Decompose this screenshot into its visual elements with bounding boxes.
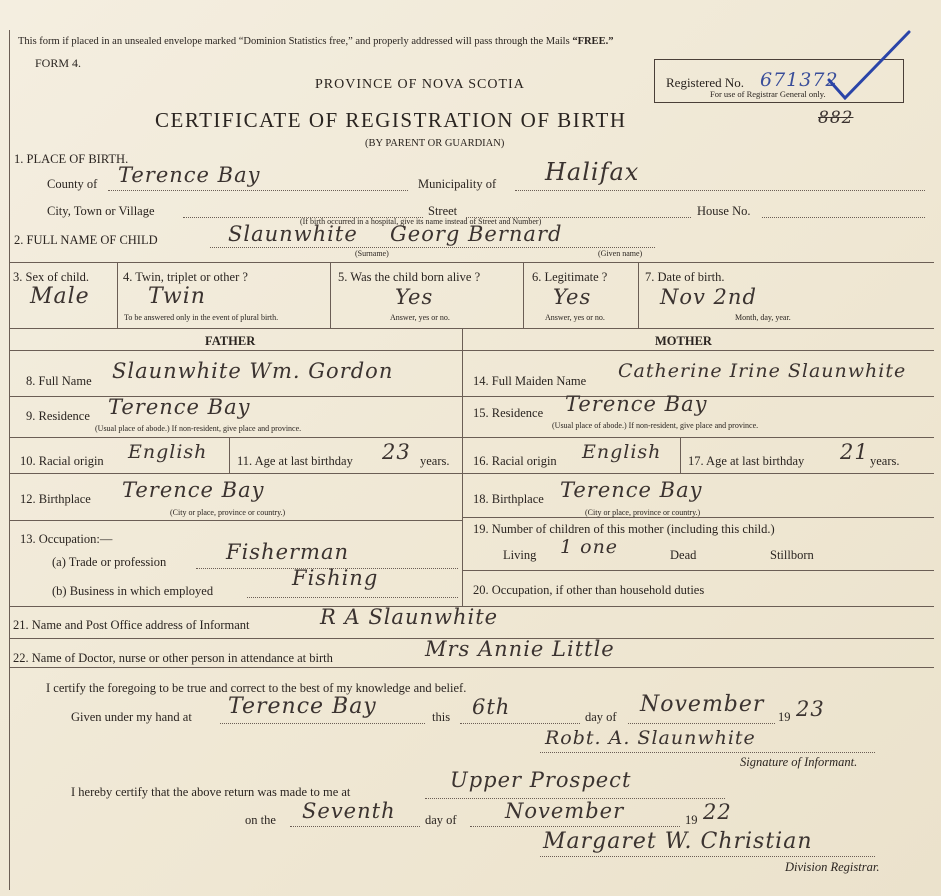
informant-label: 21. Name and Post Office address of Informant <box>13 618 250 632</box>
row-divider <box>462 570 934 571</box>
child-given-name: Georg Bernard <box>390 222 563 246</box>
row-divider <box>9 350 934 351</box>
given-name-note: (Given name) <box>598 249 643 258</box>
alive-note: Answer, yes or no. <box>390 313 450 322</box>
return-year-prefix: 19 <box>685 813 698 827</box>
month-line <box>628 723 775 724</box>
mother-name-label: 14. Full Maiden Name <box>473 374 587 388</box>
day-of-label: day of <box>585 710 617 724</box>
living-label: Living <box>503 548 537 562</box>
father-age-value: 23 <box>382 440 411 464</box>
mother-name-value: Catherine Irine Slaunwhite <box>618 360 907 382</box>
col-divider <box>680 437 681 473</box>
col-divider <box>330 262 331 328</box>
house-line <box>762 217 925 218</box>
col-divider <box>229 437 230 473</box>
doctor-value: Mrs Annie Little <box>425 637 615 661</box>
father-age-label: 11. Age at last birthday <box>237 454 353 468</box>
given-day: 6th <box>472 695 511 719</box>
mother-residence-note: (Usual place of abode.) If non-resident, give place and province. <box>552 421 759 430</box>
business-label: (b) Business in which employed <box>52 584 214 598</box>
father-racial-value: English <box>128 441 208 463</box>
legitimate-note: Answer, yes or no. <box>545 313 605 322</box>
mother-years-label: years. <box>870 454 900 468</box>
margin-number: 882 <box>818 108 854 128</box>
registered-label: Registered No. <box>666 75 744 90</box>
col-divider <box>638 262 639 328</box>
divider-certification <box>9 667 934 668</box>
certificate-title: CERTIFICATE OF REGISTRATION OF BIRTH <box>155 108 627 132</box>
given-month: November <box>640 692 765 717</box>
on-the-label: on the <box>245 813 276 827</box>
row-divider <box>462 517 934 518</box>
dob-label: 7. Date of birth. <box>645 270 725 284</box>
father-occupation-label: 13. Occupation:— <box>20 532 113 546</box>
mother-residence-label: 15. Residence <box>473 406 544 420</box>
father-years-label: years. <box>420 454 450 468</box>
day-line <box>460 723 580 724</box>
place-of-birth-heading: 1. PLACE OF BIRTH. <box>14 152 129 166</box>
sex-label: 3. Sex of child. <box>13 270 90 284</box>
registrar-note: For use of Registrar General only. <box>710 89 826 99</box>
dead-label: Dead <box>670 548 697 562</box>
father-mother-divider <box>462 328 463 606</box>
year-prefix: 19 <box>778 710 791 724</box>
return-day-of-label: day of <box>425 813 457 827</box>
father-residence-note: (Usual place of abode.) If non-resident, give place and province. <box>95 424 302 433</box>
this-label: this <box>432 710 451 724</box>
father-residence-value: Terence Bay <box>108 395 251 419</box>
row-divider <box>462 473 934 474</box>
sex-value: Male <box>30 284 90 309</box>
father-name-value: Slaunwhite Wm. Gordon <box>112 359 394 383</box>
doctor-label: 22. Name of Doctor, nurse or other person in attendance at birth <box>13 651 333 665</box>
mother-occupation-label: 20. Occupation, if other than household duties <box>473 583 705 597</box>
business-line <box>247 597 458 598</box>
registrar-signature: Margaret W. Christian <box>543 829 813 854</box>
return-day: Seventh <box>302 799 396 823</box>
return-place: Upper Prospect <box>450 768 632 792</box>
return-day-line <box>290 826 420 827</box>
father-name-label: 8. Full Name <box>26 374 92 388</box>
return-month-line <box>470 826 680 827</box>
legitimate-value: Yes <box>553 285 592 309</box>
mail-notice: This form if placed in an unsealed envelope marked “Dominion Statistics free,” and properly addressed will pass through the Mails “FREE.” <box>18 36 614 47</box>
municipality-line <box>515 190 925 191</box>
municipality-value: Halifax <box>545 158 640 186</box>
signature-line <box>540 752 875 753</box>
father-birthplace-label: 12. Birthplace <box>20 492 91 506</box>
legitimate-label: 6. Legitimate ? <box>532 270 608 284</box>
row-divider <box>9 437 462 438</box>
certify-text: I certify the foregoing to be true and correct to the best of my knowledge and belief. <box>46 681 467 695</box>
father-birthplace-value: Terence Bay <box>122 478 265 502</box>
house-label: House No. <box>697 204 751 218</box>
father-heading: FATHER <box>205 334 256 348</box>
left-border <box>9 30 10 890</box>
stillborn-label: Stillborn <box>770 548 814 562</box>
row-divider <box>9 520 462 521</box>
return-month: November <box>505 799 625 823</box>
county-label: County of <box>47 177 98 191</box>
county-value: Terence Bay <box>118 163 261 187</box>
father-racial-label: 10. Racial origin <box>20 454 104 468</box>
children-label: 19. Number of children of this mother (including this child.) <box>473 522 775 536</box>
registrar-label: Division Registrar. <box>785 860 880 874</box>
municipality-label: Municipality of <box>418 177 497 191</box>
mother-birthplace-note: (City or place, province or country.) <box>585 508 701 517</box>
trade-value: Fisherman <box>226 540 350 564</box>
city-label: City, Town or Village <box>47 204 155 218</box>
living-value: 1 one <box>560 536 619 558</box>
dob-value: Nov 2nd <box>660 285 757 309</box>
mother-racial-label: 16. Racial origin <box>473 454 557 468</box>
alive-label: 5. Was the child born alive ? <box>338 270 481 284</box>
row-divider <box>9 262 934 263</box>
surname-note: (Surname) <box>355 249 389 258</box>
hospital-note: (If birth occurred in a hospital, give its name instead of Street and Number) <box>300 217 542 226</box>
father-birthplace-note: (City or place, province or country.) <box>170 508 286 517</box>
given-place: Terence Bay <box>228 694 377 719</box>
county-line <box>108 190 408 191</box>
row-divider <box>462 437 934 438</box>
registrar-signature-line <box>540 856 875 857</box>
return-text: I hereby certify that the above return was made to me at <box>71 785 351 799</box>
mother-birthplace-value: Terence Bay <box>560 478 703 502</box>
return-year: 22 <box>703 800 732 824</box>
mother-age-label: 17. Age at last birthday <box>688 454 805 468</box>
informant-signature: Robt. A. Slaunwhite <box>545 727 756 749</box>
mother-heading: MOTHER <box>655 334 712 348</box>
certificate-subtitle: (BY PARENT OR GUARDIAN) <box>365 138 505 149</box>
mother-birthplace-label: 18. Birthplace <box>473 492 544 506</box>
business-value: Fishing <box>292 566 379 590</box>
child-name-label: 2. FULL NAME OF CHILD <box>14 233 158 247</box>
twin-label: 4. Twin, triplet or other ? <box>123 270 248 284</box>
given-year: 23 <box>796 697 825 721</box>
twin-value: Twin <box>148 284 206 309</box>
row-divider <box>9 328 934 329</box>
mother-residence-value: Terence Bay <box>565 392 708 416</box>
row-divider <box>9 473 462 474</box>
trade-label: (a) Trade or profession <box>52 555 167 569</box>
registered-number: 671372 <box>760 69 839 91</box>
twin-note: To be answered only in the event of plural birth. <box>124 313 279 322</box>
col-divider <box>523 262 524 328</box>
signature-label: Signature of Informant. <box>740 755 858 769</box>
father-residence-label: 9. Residence <box>26 409 90 423</box>
mother-age-value: 21 <box>840 440 869 464</box>
dob-note: Month, day, year. <box>735 313 791 322</box>
given-place-line <box>220 723 425 724</box>
given-label: Given under my hand at <box>71 710 192 724</box>
form-number: FORM 4. <box>35 56 82 70</box>
child-name-line <box>210 247 655 248</box>
col-divider <box>117 262 118 328</box>
check-mark-icon <box>825 28 915 100</box>
child-surname: Slaunwhite <box>228 222 358 246</box>
province-heading: PROVINCE OF NOVA SCOTIA <box>315 77 525 92</box>
mother-racial-value: English <box>582 441 662 463</box>
alive-value: Yes <box>395 285 434 309</box>
street-label: Street <box>428 204 458 218</box>
informant-value: R A Slaunwhite <box>320 605 499 629</box>
